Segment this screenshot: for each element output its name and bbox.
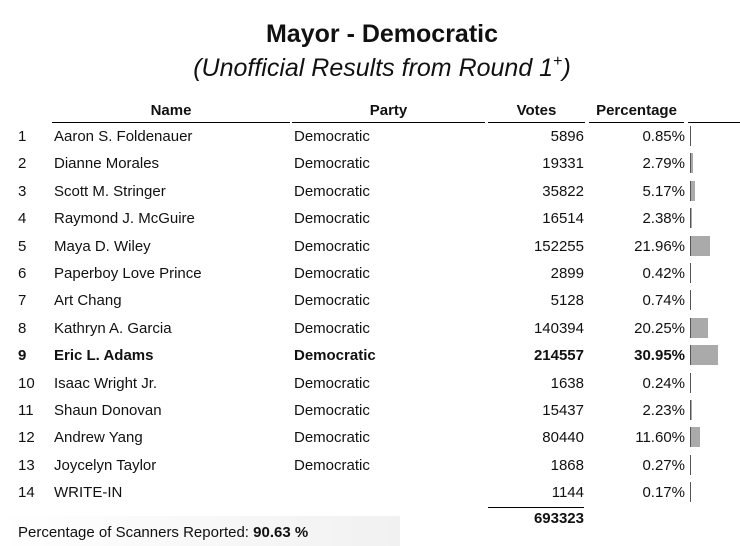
candidate-name: Paperboy Love Prince [54, 264, 202, 282]
candidate-percentage: 0.85% [642, 128, 685, 145]
candidate-votes: 140394 [533, 319, 584, 337]
table-row [0, 232, 740, 259]
candidate-party: Democratic [294, 128, 370, 145]
candidate-votes: 1868 [550, 456, 584, 474]
candidate-party: Democratic [294, 401, 370, 419]
candidate-percentage: 0.42% [642, 264, 685, 282]
candidate-name: Shaun Donovan [54, 401, 162, 419]
table-row [0, 478, 740, 505]
row-number: 11 [18, 401, 34, 419]
candidate-name: Isaac Wright Jr. [54, 374, 158, 392]
candidate-party: Democratic [294, 347, 376, 365]
candidate-votes: 152255 [533, 237, 584, 255]
candidate-party: Democratic [294, 456, 370, 474]
subtitle-text: (Unofficial Results from Round 1 [193, 54, 554, 82]
candidate-name: Dianne Morales [54, 155, 160, 173]
candidate-percentage: 2.79% [642, 155, 685, 173]
row-number: 9 [18, 347, 27, 365]
candidate-votes: 2899 [550, 264, 584, 282]
candidate-name: WRITE-IN [54, 484, 123, 502]
percentage-bar [690, 290, 691, 310]
table-row [0, 204, 740, 231]
percentage-bar [690, 455, 691, 475]
candidate-name: Eric L. Adams [54, 347, 154, 365]
column-header-bar [688, 102, 740, 123]
candidate-votes: 1638 [550, 374, 584, 392]
candidate-party: Democratic [294, 264, 370, 282]
candidate-name: Aaron S. Foldenauer [54, 128, 193, 145]
column-header-name: Name [52, 102, 290, 123]
candidate-percentage: 5.17% [642, 182, 685, 200]
candidate-votes: 80440 [542, 429, 584, 447]
candidate-percentage: 0.17% [642, 484, 685, 502]
percentage-bar [690, 181, 695, 201]
page-title: Mayor - Democratic [265, 20, 499, 48]
candidate-name: Scott M. Stringer [54, 182, 166, 200]
subtitle-superscript: + [553, 53, 563, 70]
candidate-name: Art Chang [54, 292, 122, 310]
candidate-party: Democratic [294, 374, 370, 392]
table-row [0, 314, 740, 341]
table-row [0, 122, 740, 149]
table-row [0, 177, 740, 204]
table-row [0, 286, 740, 313]
row-number: 8 [18, 319, 27, 337]
row-number: 4 [18, 210, 27, 228]
candidate-percentage: 21.96% [634, 237, 685, 255]
row-number: 5 [18, 237, 27, 255]
candidate-votes: 15437 [542, 401, 584, 419]
candidate-percentage: 0.74% [642, 292, 685, 310]
candidate-name: Joycelyn Taylor [54, 456, 157, 474]
candidate-votes: 35822 [542, 182, 584, 200]
candidate-party: Democratic [294, 182, 370, 200]
scanner-report-label: Percentage of Scanners Reported: [18, 524, 249, 541]
scanner-report [18, 524, 308, 541]
table-row [0, 423, 740, 450]
row-number: 12 [18, 429, 35, 447]
candidate-percentage: 0.24% [642, 374, 685, 392]
scanner-report-value: 90.63 % [253, 524, 309, 541]
table-row [0, 396, 740, 423]
total-votes: 693323 [533, 510, 584, 527]
candidate-party: Democratic [294, 319, 370, 337]
candidate-name: Andrew Yang [54, 429, 143, 447]
percentage-bar [690, 126, 691, 146]
percentage-bar [690, 263, 691, 283]
candidate-party: Democratic [294, 237, 370, 255]
row-number: 13 [18, 456, 35, 474]
row-number: 10 [18, 374, 35, 392]
candidate-percentage: 2.38% [642, 210, 685, 228]
candidate-votes: 5896 [550, 128, 584, 145]
candidate-name: Raymond J. McGuire [54, 210, 195, 228]
percentage-bar [690, 427, 700, 447]
table-row [0, 259, 740, 286]
results-table [0, 122, 740, 505]
row-number: 14 [18, 484, 35, 502]
percentage-bar [690, 318, 708, 338]
column-header-percentage: Percentage [589, 102, 684, 123]
row-number: 3 [18, 182, 27, 200]
candidate-votes: 214557 [533, 347, 584, 365]
candidate-percentage: 0.27% [642, 456, 685, 474]
table-row [0, 369, 740, 396]
candidate-percentage: 20.25% [634, 319, 685, 337]
row-number: 7 [18, 292, 27, 310]
candidate-name: Kathryn A. Garcia [54, 319, 172, 337]
candidate-party: Democratic [294, 210, 370, 228]
column-header-party: Party [292, 102, 485, 123]
table-row [0, 149, 740, 176]
percentage-bar [690, 208, 692, 228]
row-number: 2 [18, 155, 27, 173]
candidate-percentage: 30.95% [634, 347, 685, 365]
percentage-bar [690, 373, 691, 393]
percentage-bar [690, 153, 693, 173]
table-row [0, 341, 740, 368]
scanner-footer [0, 516, 400, 546]
candidate-votes: 19331 [542, 155, 584, 173]
percentage-bar [690, 400, 692, 420]
candidate-party: Democratic [294, 292, 370, 310]
candidate-percentage: 2.23% [642, 401, 685, 419]
table-row [0, 451, 740, 478]
percentage-bar [690, 236, 710, 256]
total-divider [488, 507, 584, 508]
row-number: 6 [18, 264, 27, 282]
percentage-bar [690, 345, 718, 365]
page-subtitle [0, 54, 740, 83]
row-number: 1 [18, 128, 27, 145]
candidate-votes: 16514 [542, 210, 584, 228]
column-header-votes: Votes [488, 102, 585, 123]
subtitle-close: ) [562, 54, 571, 82]
candidate-party: Democratic [294, 429, 370, 447]
candidate-name: Maya D. Wiley [54, 237, 151, 255]
percentage-bar [690, 482, 691, 502]
candidate-party: Democratic [294, 155, 370, 173]
candidate-votes: 1144 [551, 484, 584, 502]
candidate-percentage: 11.60% [635, 429, 685, 447]
candidate-votes: 5128 [550, 292, 584, 310]
